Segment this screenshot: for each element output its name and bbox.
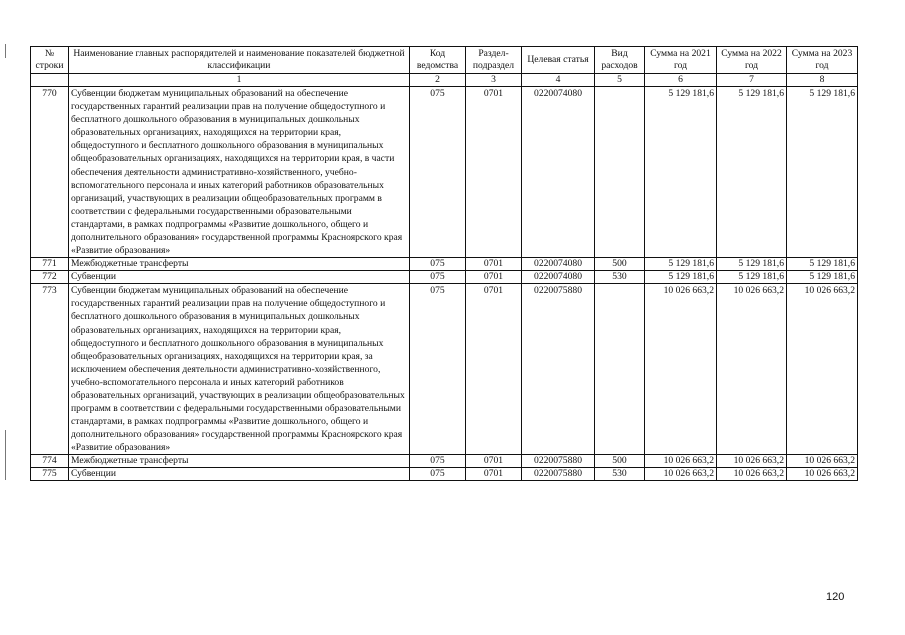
row-name: Субвенции бюджетам муниципальных образований на обеспечение государственных гарантий реализации прав на получение общедоступного и бесплатного дошкольного образования в муниципальных дошкольных образовательных организациях, находящихся на территории края, общедоступного и бесплатного дошкольного образования в муниципальных общеобразовательных организациях, находящихся на территории края, в части обеспечения деятельности административно-хозяйственного, учебно-вспомогательного персонала и иных категорий работников образовательных организаций, участвующих в реализации общеобразовательных программ в соответствии с федеральными государственными образовательными стандартами, в рамках подпрограммы «Развитие дошкольного, общего и дополнительного образования» государственной программы Красноярского края «Развитие образования» — [69, 87, 410, 258]
row-sum-2023: 10 026 663,2 — [787, 284, 858, 455]
row-name: Субвенции бюджетам муниципальных образований на обеспечение государственных гарантий реализации прав на получение общедоступного и бесплатного дошкольного образования в муниципальных дошкольных образовательных организациях, находящихся на территории края, общедоступного и бесплатного дошкольного образования в муниципальных общеобразовательных организациях, находящихся на территории края, за исключением обеспечения деятельности административно-хозяйственного, учебно-вспомогательного персонала и иных категорий работников образовательных организаций, участвующих в реализации общеобразовательных программ в соответствии с федеральными государственными образовательными стандартами, в рамках подпрограммы «Развитие дошкольного, общего и дополнительного образования» государственной программы Красноярского края «Развитие образования» — [69, 284, 410, 455]
table-row — [31, 271, 858, 284]
row-sum-2021: 5 129 181,6 — [645, 271, 717, 284]
row-number: 771 — [31, 258, 69, 271]
header-row — [31, 47, 858, 74]
row-name: Межбюджетные трансферты — [69, 258, 410, 271]
row-statya: 0220075880 — [522, 455, 595, 468]
row-ved: 075 — [410, 258, 466, 271]
row-razdel: 0701 — [466, 271, 522, 284]
row-vid: 500 — [595, 455, 645, 468]
column-number: 6 — [645, 74, 717, 87]
header-cell-2023: Сумма на 2023 год — [787, 47, 858, 74]
margin-mark — [5, 44, 6, 58]
header-cell-statya: Целевая статья — [522, 47, 595, 74]
table-row — [31, 87, 858, 258]
row-statya: 0220075880 — [522, 468, 595, 481]
row-razdel: 0701 — [466, 468, 522, 481]
row-name: Субвенции — [69, 468, 410, 481]
header-cell-vid: Вид расходов — [595, 47, 645, 74]
row-number: 773 — [31, 284, 69, 455]
header-cell-name: Наименование главных распорядителей и наименование показателей бюджетной классификации — [69, 47, 410, 74]
row-ved: 075 — [410, 468, 466, 481]
margin-mark — [5, 430, 6, 480]
row-vid: 530 — [595, 468, 645, 481]
row-statya: 0220074080 — [522, 271, 595, 284]
row-sum-2023: 5 129 181,6 — [787, 271, 858, 284]
column-number: 3 — [466, 74, 522, 87]
row-sum-2021: 5 129 181,6 — [645, 258, 717, 271]
row-statya: 0220075880 — [522, 284, 595, 455]
row-vid — [595, 284, 645, 455]
row-razdel: 0701 — [466, 284, 522, 455]
row-razdel: 0701 — [466, 87, 522, 258]
row-name: Субвенции — [69, 271, 410, 284]
row-sum-2022: 10 026 663,2 — [717, 455, 787, 468]
row-razdel: 0701 — [466, 258, 522, 271]
column-number: 5 — [595, 74, 645, 87]
header-cell-2021: Сумма на 2021 год — [645, 47, 717, 74]
header-cell-2022: Сумма на 2022 год — [717, 47, 787, 74]
row-statya: 0220074080 — [522, 258, 595, 271]
column-number — [31, 74, 69, 87]
table-row — [31, 258, 858, 271]
row-number: 775 — [31, 468, 69, 481]
column-number: 8 — [787, 74, 858, 87]
row-razdel: 0701 — [466, 455, 522, 468]
row-sum-2022: 5 129 181,6 — [717, 258, 787, 271]
row-ved: 075 — [410, 455, 466, 468]
row-number: 774 — [31, 455, 69, 468]
row-vid: 500 — [595, 258, 645, 271]
row-sum-2021: 5 129 181,6 — [645, 87, 717, 258]
row-sum-2022: 5 129 181,6 — [717, 87, 787, 258]
row-number: 772 — [31, 271, 69, 284]
budget-table — [30, 46, 858, 481]
header-cell-razdel: Раздел-подраздел — [466, 47, 522, 74]
row-ved: 075 — [410, 271, 466, 284]
header-cell-num: № строки — [31, 47, 69, 74]
row-sum-2022: 10 026 663,2 — [717, 284, 787, 455]
row-name: Межбюджетные трансферты — [69, 455, 410, 468]
row-sum-2022: 10 026 663,2 — [717, 468, 787, 481]
table-row — [31, 455, 858, 468]
column-number: 7 — [717, 74, 787, 87]
row-ved: 075 — [410, 87, 466, 258]
row-sum-2023: 10 026 663,2 — [787, 468, 858, 481]
row-sum-2021: 10 026 663,2 — [645, 468, 717, 481]
table-row — [31, 468, 858, 481]
page-number: 120 — [826, 591, 845, 603]
column-number: 1 — [69, 74, 410, 87]
column-number: 4 — [522, 74, 595, 87]
row-ved: 075 — [410, 284, 466, 455]
column-number: 2 — [410, 74, 466, 87]
row-sum-2021: 10 026 663,2 — [645, 455, 717, 468]
column-number-row — [31, 74, 858, 87]
row-statya: 0220074080 — [522, 87, 595, 258]
header-cell-ved: Код ведомства — [410, 47, 466, 74]
row-sum-2023: 5 129 181,6 — [787, 258, 858, 271]
row-sum-2022: 5 129 181,6 — [717, 271, 787, 284]
row-sum-2023: 10 026 663,2 — [787, 455, 858, 468]
row-sum-2021: 10 026 663,2 — [645, 284, 717, 455]
row-sum-2023: 5 129 181,6 — [787, 87, 858, 258]
row-vid: 530 — [595, 271, 645, 284]
row-vid — [595, 87, 645, 258]
table-row — [31, 284, 858, 455]
row-number: 770 — [31, 87, 69, 258]
